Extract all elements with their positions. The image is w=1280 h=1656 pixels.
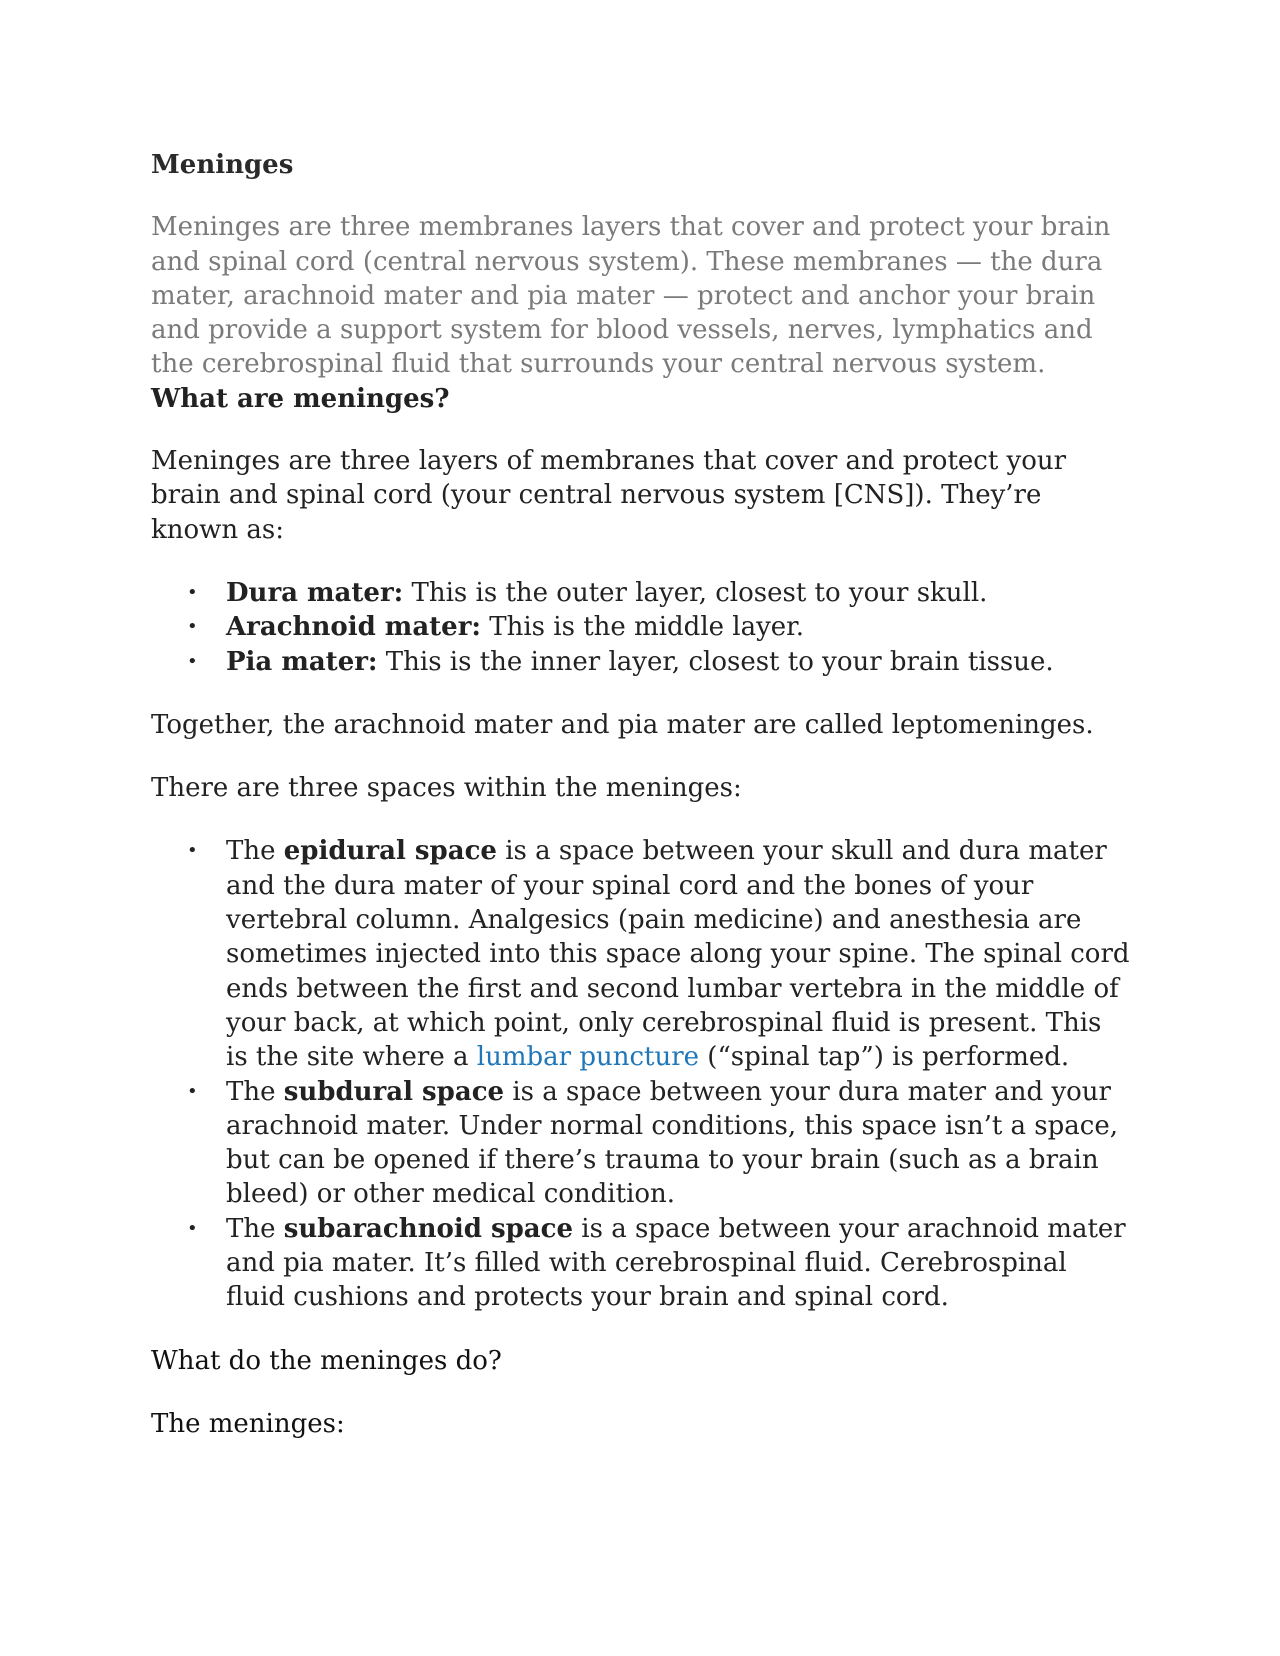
list-item: [187, 610, 1131, 644]
meninges-function-intro: The meninges:: [151, 1408, 345, 1439]
space-description: is a space between your arachnoid mater and pia mater. It’s filled with cerebrospinal fluid. Cerebrospinal fluid cushions and protects your brain and spinal cord.: [226, 1213, 1126, 1313]
section-heading-what-are-meninges: What are meninges?: [151, 383, 450, 414]
space-description-end: (“spinal tap”) is performed.: [699, 1042, 1070, 1073]
space-term: subarachnoid space: [283, 1213, 573, 1244]
list-item: [187, 1212, 1131, 1315]
spaces-list: [151, 834, 1131, 1314]
space-term: epidural space: [283, 836, 497, 867]
space-prefix: The: [226, 836, 284, 867]
bullet-icon: •: [187, 616, 198, 638]
layer-description: This is the middle layer.: [481, 612, 805, 643]
layer-term: Arachnoid mater:: [226, 612, 482, 643]
bullet-icon: •: [187, 650, 198, 672]
page-title: Meninges: [151, 150, 294, 180]
list-item: [187, 1075, 1131, 1212]
list-item: [187, 645, 1131, 679]
layer-term: Pia mater:: [226, 646, 378, 677]
bullet-icon: •: [187, 581, 198, 603]
space-description: is a space between your skull and dura mater and the dura mater of your spinal cord and the bones of your vertebral column. Analgesics (pain medicine) and anesthesia are sometimes injected into this space along your spine. The spinal cord ends between the first and second lumbar vertebra in the middle of your back, at which point, only cerebrospinal fluid is present. This is the site where a: [226, 836, 1130, 1073]
meninges-definition-paragraph: Meninges are three layers of membranes that cover and protect your brain and spinal cord (your central nervous system [CNS]). They’re known as:: [151, 446, 1067, 545]
layers-list: [151, 576, 1131, 679]
document-page: [151, 148, 1131, 1470]
list-item: [187, 834, 1131, 1074]
layer-description: This is the outer layer, closest to your skull.: [403, 577, 988, 608]
leptomeninges-paragraph: Together, the arachnoid mater and pia mater are called leptomeninges.: [151, 709, 1094, 740]
lumbar-puncture-link[interactable]: lumbar puncture: [476, 1042, 700, 1073]
bullet-icon: •: [187, 1080, 198, 1102]
layer-description: This is the inner layer, closest to your brain tissue.: [377, 646, 1054, 677]
list-item: [187, 576, 1131, 610]
section-heading-what-do-meninges-do: What do the meninges do?: [151, 1345, 502, 1376]
bullet-icon: •: [187, 1217, 198, 1239]
space-prefix: The: [226, 1213, 284, 1244]
layer-term: Dura mater:: [226, 577, 404, 608]
space-term: subdural space: [283, 1076, 505, 1107]
spaces-intro-paragraph: There are three spaces within the meninges:: [151, 773, 742, 804]
space-prefix: The: [226, 1076, 284, 1107]
intro-paragraph: Meninges are three membranes layers that cover and protect your brain and spinal cord (central nervous system). These membranes — the dura mater, arachnoid mater and pia mater — protect and anchor your brain and provide a support system for blood vessels, nerves, lymphatics and the cerebrospinal fluid that surrounds your central nervous system.: [151, 212, 1111, 380]
bullet-icon: •: [187, 840, 198, 862]
space-description: is a space between your dura mater and your arachnoid mater. Under normal conditions, this space isn’t a space, but can be opened if there’s trauma to your brain (such as a brain bleed) or other medical condition.: [226, 1076, 1119, 1210]
